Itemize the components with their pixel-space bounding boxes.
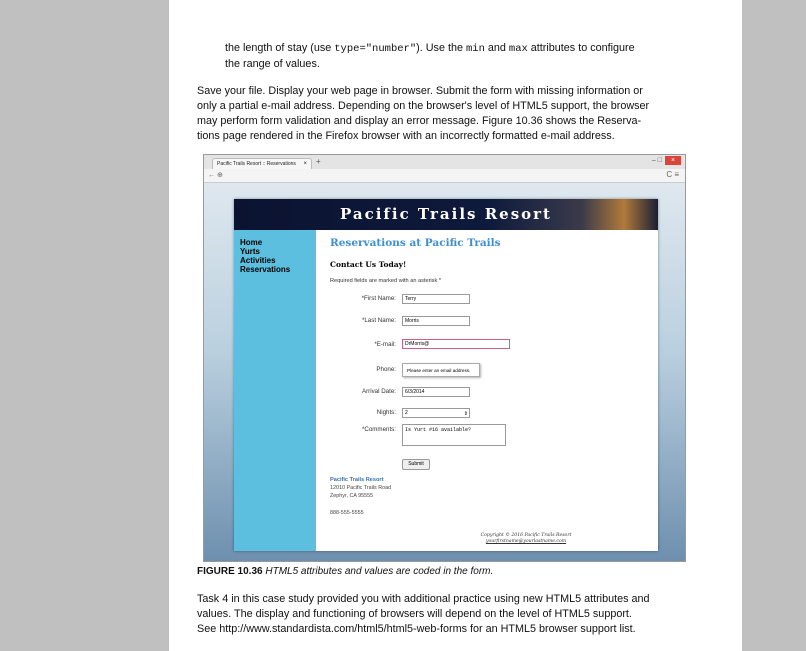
page-subheading: Contact Us Today!: [330, 260, 407, 269]
para1-line1: Save your file. Display your web page in browser. Submit the form with missing information or: [197, 85, 643, 97]
arrival-label: Arrival Date:: [361, 388, 396, 395]
top-paragraph-line1: the length of stay (use type="number"). Use the min and max attributes to configure: [225, 42, 635, 55]
nav-home[interactable]: Home: [240, 238, 263, 247]
para1-line3: may perform form validation and display an error message. Figure 10.36 shows the Reserva-: [197, 115, 642, 127]
copyright-email-link[interactable]: yourfirstname@yourlastname.com: [485, 539, 567, 544]
maximize-icon[interactable]: □: [657, 157, 662, 164]
browser-navbar: [204, 169, 685, 183]
last-name-input[interactable]: Morris: [402, 316, 470, 326]
top-paragraph-line2: the range of values.: [225, 58, 320, 70]
new-tab-icon[interactable]: +: [316, 157, 321, 166]
arrival-input[interactable]: 6/3/2014: [402, 387, 470, 397]
site-main: [316, 230, 658, 551]
first-name-input[interactable]: Terry: [402, 294, 470, 304]
spinner-icon[interactable]: ⇕: [463, 411, 468, 417]
footer-address1: 12010 Pacific Trails Road: [330, 485, 392, 491]
nav-activities[interactable]: Activities: [240, 256, 276, 265]
validation-tooltip: Please enter an email address.: [402, 363, 480, 377]
para1-line2: only a partial e-mail address. Depending on the browser's level of HTML5 support, the browser: [197, 100, 650, 112]
site-nav: [234, 230, 316, 551]
browser-tabbar: [204, 155, 685, 169]
tab-close-icon[interactable]: ×: [303, 161, 307, 167]
email-input[interactable]: DrMorris@: [402, 339, 510, 349]
close-icon[interactable]: ×: [665, 156, 681, 165]
figure-screenshot: [203, 154, 686, 562]
comments-label: *Comments:: [361, 426, 396, 433]
site-banner: Pacific Trails Resort: [234, 199, 658, 230]
footer-name: Pacific Trails Resort: [330, 477, 384, 483]
nights-input[interactable]: 2 ⇕: [402, 408, 470, 418]
comments-textarea[interactable]: Is Yurt #16 available?: [402, 424, 506, 446]
minimize-icon[interactable]: –: [651, 157, 656, 164]
website: [234, 199, 658, 551]
phone-label: Phone:: [376, 366, 396, 373]
figure-caption: [197, 566, 493, 577]
caption-label: FIGURE 10.36: [197, 566, 263, 577]
browser-viewport: [204, 183, 685, 562]
reload-menu-icon[interactable]: C ≡: [666, 170, 679, 179]
browser-tab[interactable]: Pacific Trails Resort :: Reservations ×: [212, 158, 312, 169]
page-heading: Reservations at Pacific Trails: [330, 237, 501, 249]
window-controls: [652, 156, 681, 165]
footer-phone: 888-555-5555: [330, 510, 364, 516]
copyright-text: Copyright © 2016 Pacific Trails Resort: [480, 533, 572, 538]
last-name-label: *Last Name:: [361, 317, 396, 324]
first-name-label: *First Name:: [361, 295, 396, 302]
email-label: *E-mail:: [374, 341, 396, 348]
para1-line4: tions page rendered in the Firefox browser with an incorrectly formatted e-mail address.: [197, 130, 615, 142]
submit-button[interactable]: Submit: [402, 459, 430, 470]
nav-reservations[interactable]: Reservations: [240, 265, 291, 274]
caption-text: HTML5 attributes and values are coded in the form.: [262, 566, 494, 577]
nights-label: Nights:: [376, 409, 396, 416]
para2-line1: Task 4 in this case study provided you with additional practice using new HTML5 attributes and: [197, 593, 650, 605]
required-note: Required fields are marked with an asterisk *: [330, 278, 441, 284]
footer-address2: Zephyr, CA 95555: [330, 493, 374, 499]
back-icon[interactable]: ← ⊕: [208, 172, 223, 179]
nav-yurts[interactable]: Yurts: [240, 247, 261, 256]
para2-line3: See http://www.standardista.com/html5/html5-web-forms for an HTML5 browser support list.: [197, 623, 636, 635]
para2-line2: values. The display and functioning of browsers will depend on the level of HTML5 support.: [197, 608, 632, 620]
copyright: [461, 533, 591, 545]
